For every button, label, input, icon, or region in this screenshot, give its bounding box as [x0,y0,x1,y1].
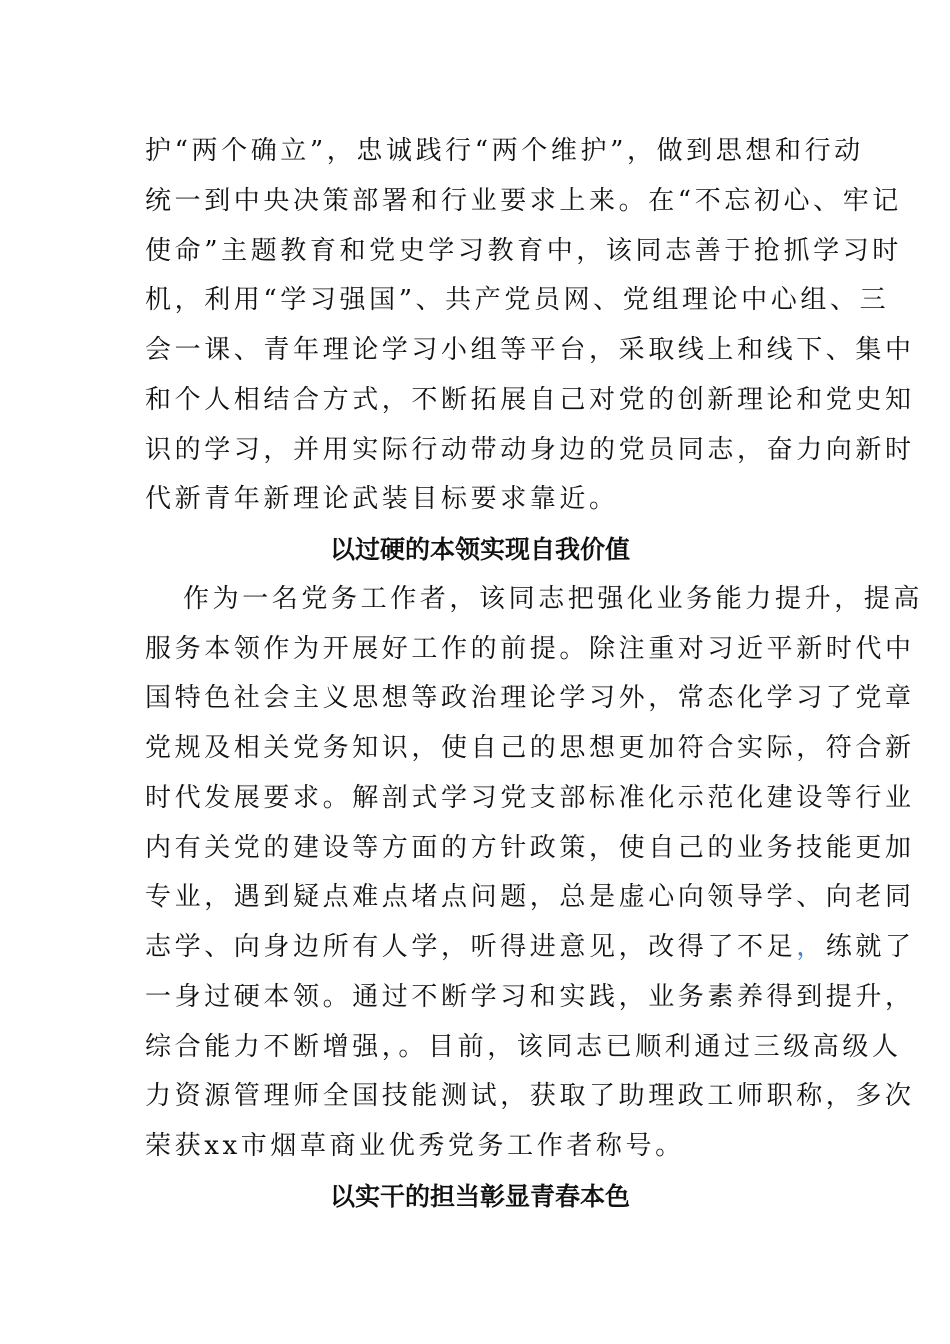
text-line: 作为一名党务工作者，该同志把强化业务能力提升，提高 [183,583,924,614]
text-line: 和个人相结合方式，不断拓展自己对党的创新理论和党史知 [145,384,915,415]
text-line: 一身过硬本领。通过不断学习和实践，业务素养得到提升， [145,981,915,1012]
text-line: 服务本领作为开展好工作的前提。除注重对习近平新时代中 [145,633,915,664]
text-line: 时代发展要求。解剖式学习党支部标准化示范化建设等行业 [145,782,915,813]
text-line: 荣获xx市烟草商业优秀党务工作者称号。 [145,1131,685,1161]
text-line: 会一课、青年理论学习小组等平台，采取线上和线下、集中 [145,335,915,365]
highlighted-comma: ， [796,932,826,962]
paragraph-2 [145,575,924,1172]
text-line: 专业，遇到疑点难点堵点问题，总是虚心向领导学、向老同 [145,882,915,913]
text-line: 国特色社会主义思想等政治理论学习外，常态化学习了党章 [145,683,915,714]
section-heading-1: 以过硬的本领实现自我价值 [329,535,630,564]
document-page [145,127,924,1222]
text-line: 识的学习，并用实际行动带动身边的党员同志，奋力向新时 [145,434,915,465]
text-line: 力资源管理师全国技能测试，获取了助理政工师职称，多次 [145,1081,915,1112]
section-heading-2: 以实干的担当彰显青春本色 [329,1181,630,1211]
text-line: 护“两个确立”，忠诚践行“两个维护”，做到思想和行动 [145,136,864,166]
text-line: 机，利用“学习强国”、共产党员网、党组理论中心组、三 [145,285,890,316]
text-line: 内有关党的建设等方面的方针政策，使自己的业务技能更加 [145,832,915,863]
text-line: 综合能力不断增强，。目前，该同志已顺利通过三级高级人 [145,1031,902,1062]
paragraph-1 [145,127,915,525]
text-segment: 练就了 [825,932,915,962]
text-line [145,923,915,973]
text-segment: 志学、向身边所有人学，听得进意见，改得了不足 [145,932,797,962]
text-line: 使命”主题教育和党史学习教育中，该同志善于抢抓学习时 [145,235,902,266]
text-line: 代新青年新理论武装目标要求靠近。 [145,484,619,515]
text-line: 党规及相关党务知识，使自己的思想更加符合实际，符合新 [145,733,915,763]
text-line: 统一到中央决策部署和行业要求上来。在“不忘初心、牢记 [145,185,902,216]
